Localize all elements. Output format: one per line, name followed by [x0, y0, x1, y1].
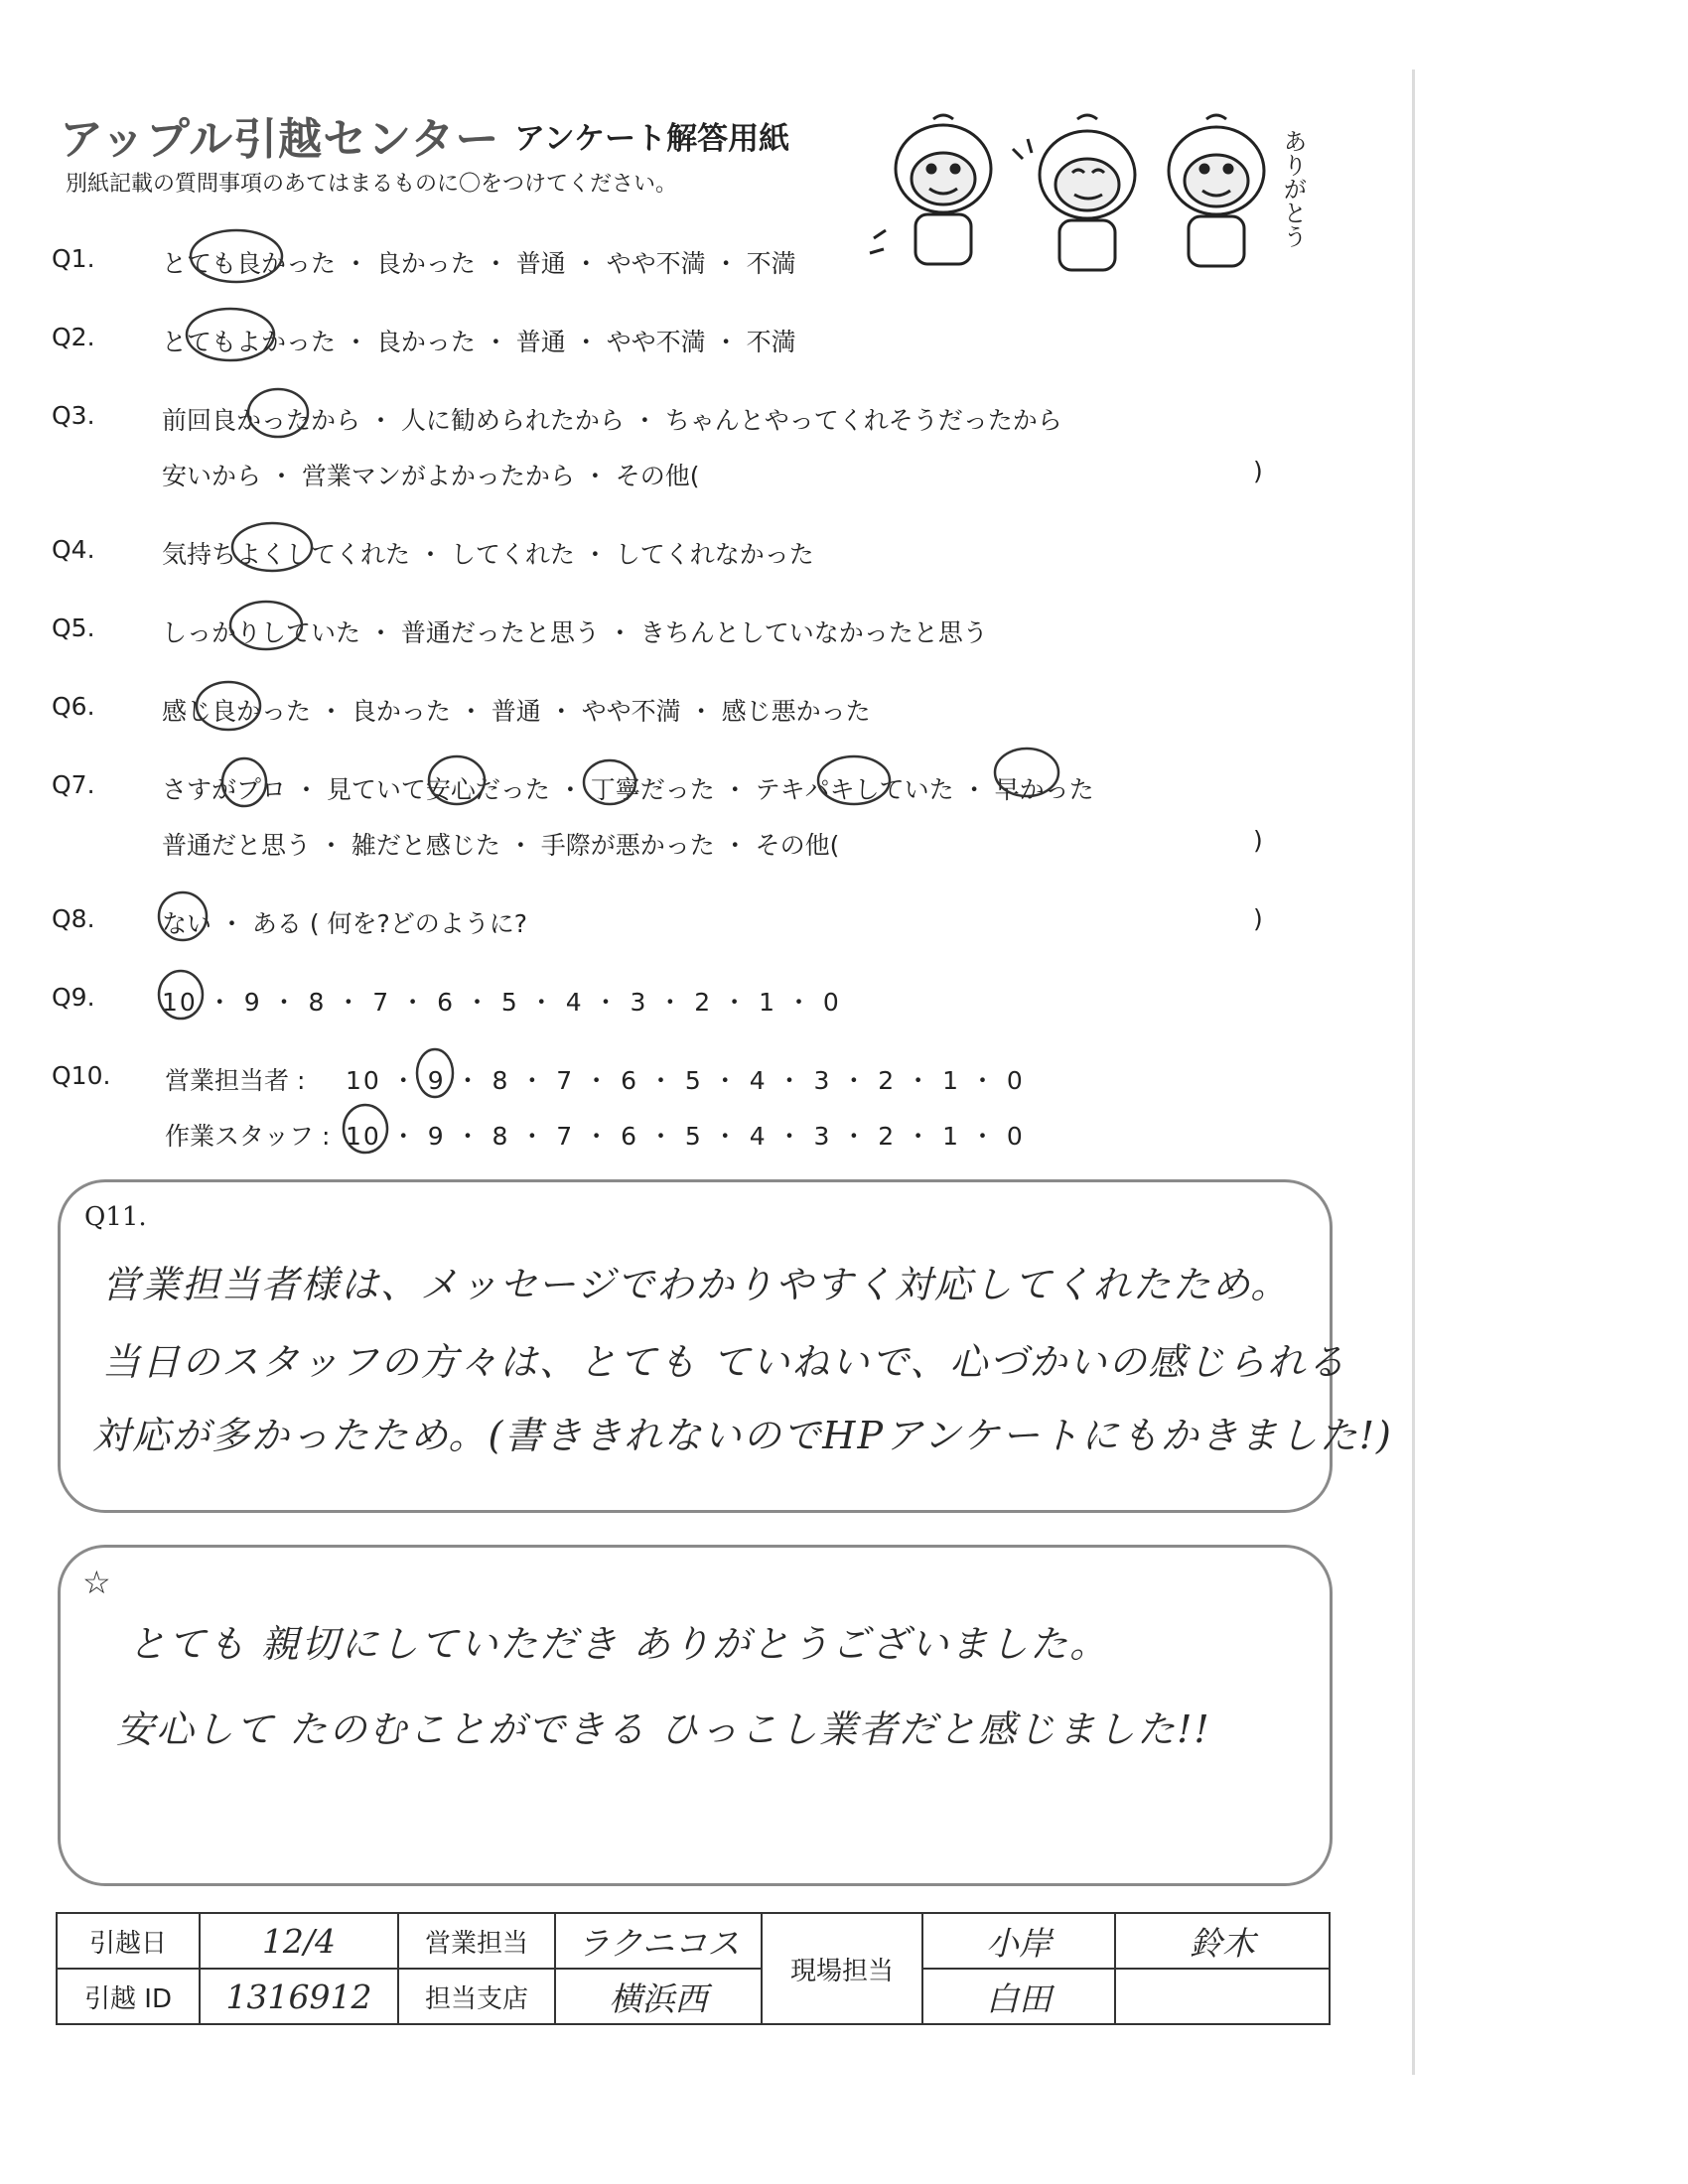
q2-options: とてもよかった ・ 良かった ・ 普通 ・ やや不満 ・ 不満 — [162, 328, 796, 356]
q6-options: 感じ良かった ・ 良かった ・ 普通 ・ やや不満 ・ 感じ悪かった — [162, 697, 871, 726]
q9-scores: 10 ・ 9 ・ 8 ・ 7 ・ 6 ・ 5 ・ 4 ・ 3 ・ 2 ・ 1 ・ 0 — [162, 988, 841, 1017]
q7-label: Q7. — [52, 770, 95, 799]
q4-options: 気持ちよくしてくれた ・ してくれた ・ してくれなかった — [162, 540, 814, 569]
sales-rep-value: ラクニコス — [555, 1913, 762, 1969]
site-staff-label: 現場担当 — [762, 1913, 922, 2024]
site-staff-4 — [1115, 1969, 1330, 2024]
star-icon: ☆ — [82, 1564, 111, 1601]
q10-label: Q10. — [52, 1061, 111, 1090]
move-id-label: 引越 ID — [57, 1969, 200, 2024]
move-date-label: 引越日 — [57, 1913, 200, 1969]
q11-comment-line1: 営業担当者様は、メッセージでわかりやすく対応してくれたため。 — [102, 1263, 1291, 1306]
star-comment-line1: とても 親切にしていただき ありがとうございました。 — [128, 1622, 1110, 1666]
site-staff-3: 白田 — [922, 1969, 1115, 2024]
page-edge — [1412, 69, 1415, 2075]
branch-value: 横浜西 — [555, 1969, 762, 2024]
q3-options-line1: 前回良かったから ・ 人に勧められたから ・ ちゃんとやってくれそうだったから — [162, 406, 1062, 435]
q8-options: ない ・ ある ( 何を?どのように? — [162, 909, 528, 938]
q3-options-line2: 安いから ・ 営業マンがよかったから ・ その他( — [162, 462, 700, 490]
brand-logo: アップル引越センター — [60, 114, 500, 165]
q3-paren-close: ) — [1253, 457, 1263, 485]
q11-comment-line3: 対応が多かったため。(書ききれないのでHPアンケートにもかきました!) — [92, 1414, 1393, 1457]
mascot-illustration — [864, 109, 1321, 288]
branch-label: 担当支店 — [398, 1969, 555, 2024]
q1-label: Q1. — [52, 244, 95, 273]
q6-label: Q6. — [52, 692, 95, 721]
q1-options: とても良かった ・ 良かった ・ 普通 ・ やや不満 ・ 不満 — [162, 249, 796, 278]
q11-comment-line2: 当日のスタッフの方々は、とても ていねいで、心づかいの感じられる — [102, 1340, 1347, 1384]
move-id-value: 1316912 — [200, 1969, 398, 2024]
star-comment-line2: 安心して たのむことができる ひっこし業者だと感じました!! — [116, 1707, 1211, 1751]
q10-sales-scores: 10 ・ 9 ・ 8 ・ 7 ・ 6 ・ 5 ・ 4 ・ 3 ・ 2 ・ 1 ・ 0 — [346, 1066, 1025, 1095]
q5-label: Q5. — [52, 614, 95, 642]
form-title: アンケート解答用紙 — [514, 121, 790, 157]
star-comment-box — [58, 1545, 1333, 1886]
q2-label: Q2. — [52, 323, 95, 351]
mascot-thanks-text: ありがとう — [1279, 129, 1307, 248]
q9-label: Q9. — [52, 983, 95, 1012]
site-staff-1: 小岸 — [922, 1913, 1115, 1969]
q7-paren-close: ) — [1253, 826, 1263, 855]
q5-options: しっかりしていた ・ 普通だったと思う ・ きちんとしていなかったと思う — [162, 618, 988, 647]
q8-label: Q8. — [52, 904, 95, 933]
q11-label: Q11. — [84, 1202, 147, 1232]
move-info-table — [56, 1912, 1331, 2025]
q7-options-line2: 普通だと思う ・ 雑だと感じた ・ 手際が悪かった ・ その他( — [162, 831, 840, 860]
q3-label: Q3. — [52, 401, 95, 430]
q7-options-line1: さすがプロ ・ 見ていて安心だった ・ 丁寧だった ・ テキパキしていた ・ 早かった — [162, 775, 1094, 804]
q11-comment-box — [58, 1179, 1393, 1513]
q10-staff-label: 作業スタッフ : — [165, 1122, 331, 1151]
site-staff-2: 鈴木 — [1115, 1913, 1330, 1969]
instruction-text: 別紙記載の質問事項のあてはまるものに〇をつけてください。 — [66, 172, 678, 197]
q10-sales-label: 営業担当者 : — [165, 1066, 306, 1095]
q10-staff-scores: 10 ・ 9 ・ 8 ・ 7 ・ 6 ・ 5 ・ 4 ・ 3 ・ 2 ・ 1 ・ 0 — [346, 1122, 1025, 1151]
move-date-value: 12/4 — [200, 1913, 398, 1969]
q8-paren-close: ) — [1253, 904, 1263, 933]
sales-rep-label: 営業担当 — [398, 1913, 555, 1969]
q4-label: Q4. — [52, 535, 95, 564]
